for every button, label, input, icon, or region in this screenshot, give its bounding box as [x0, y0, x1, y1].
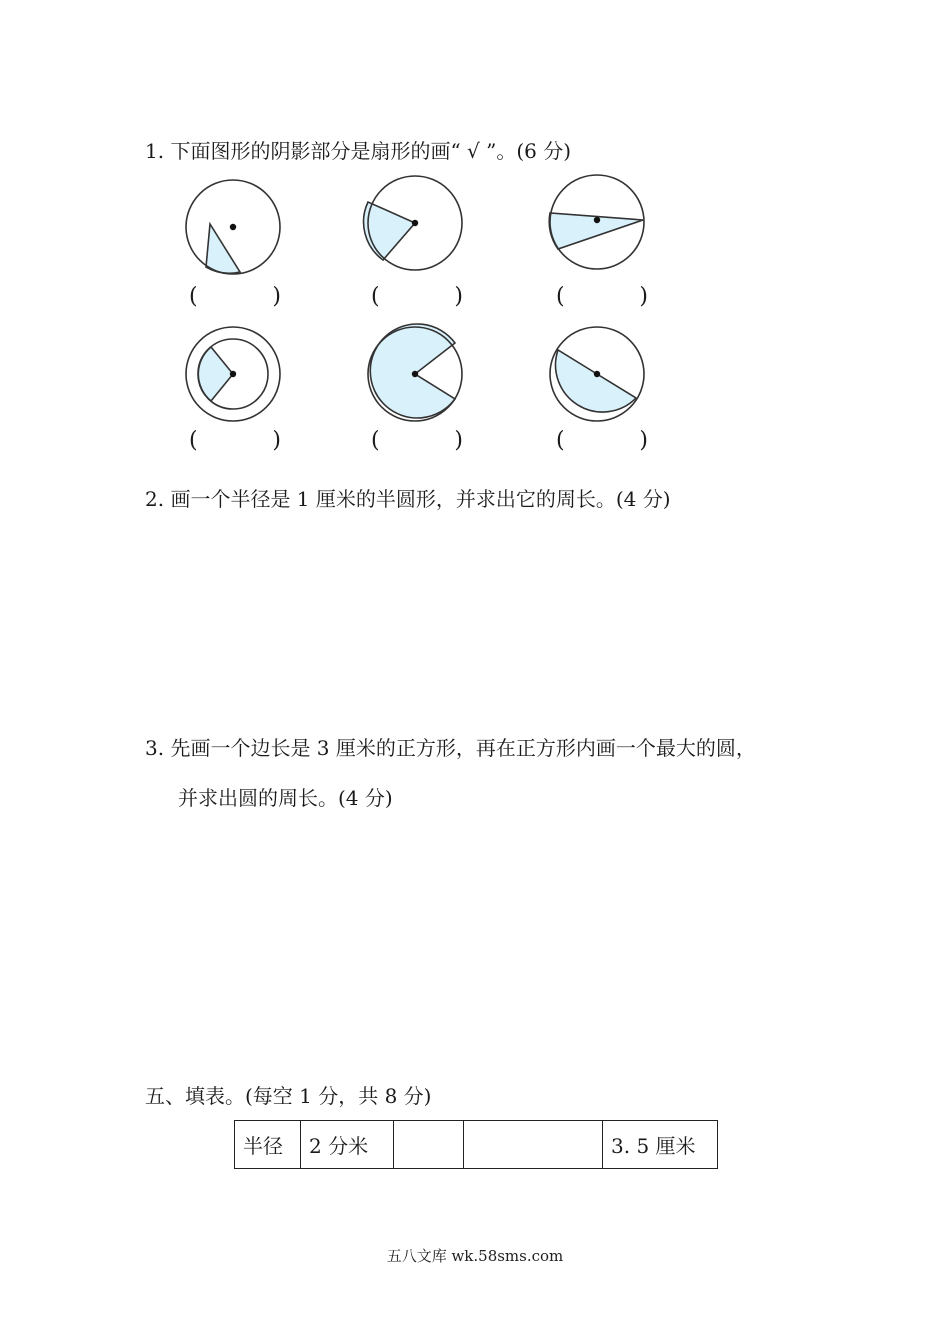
table-cell-blank[interactable] — [464, 1121, 603, 1169]
figure-c — [549, 175, 644, 269]
figure-f — [550, 327, 644, 421]
question-3-line-1: 3. 先画一个边长是 3 厘米的正方形，再在正方形内画一个最大的圆， — [145, 736, 756, 760]
table-cell: 3. 5 厘米 — [603, 1121, 718, 1169]
section-5-title: 五、填表。(每空 1 分，共 8 分) — [145, 1084, 432, 1108]
sector-figures — [0, 0, 950, 470]
question-3-line-2: 并求出圆的周长。(4 分) — [178, 786, 393, 810]
table-cell-blank[interactable] — [394, 1121, 464, 1169]
figure-b — [364, 176, 462, 270]
table-header-radius: 半径 — [235, 1121, 301, 1169]
footer-watermark: 五八文库 wk.58sms.com — [386, 1247, 564, 1265]
fill-table — [234, 1120, 718, 1169]
figure-d — [186, 327, 280, 421]
table-row — [235, 1121, 718, 1169]
question-2: 2. 画一个半径是 1 厘米的半圆形，并求出它的周长。(4 分) — [145, 487, 671, 511]
question-1: 1. 下面图形的阴影部分是扇形的画“ √ ”。(6 分) — [145, 139, 572, 163]
table-cell: 2 分米 — [301, 1121, 394, 1169]
figure-e — [368, 324, 462, 421]
figure-a — [186, 180, 280, 274]
